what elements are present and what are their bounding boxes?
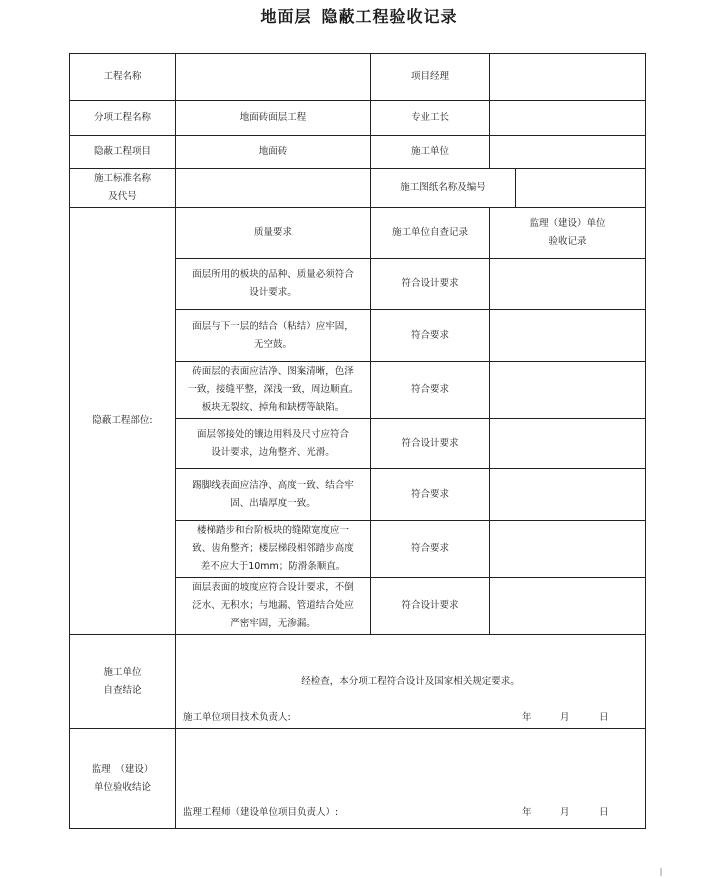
requirement-cell <box>176 362 371 419</box>
selfcheck-result[interactable]: 符合要求 <box>371 469 490 521</box>
row-sub-project <box>70 101 646 136</box>
drawing-field[interactable] <box>516 169 646 208</box>
requirement-cell <box>176 310 371 362</box>
selfcheck-result[interactable]: 符合设计要求 <box>371 419 490 469</box>
standard-field[interactable] <box>176 169 371 208</box>
contractor-signer-label: 施工单位项目技术负责人: <box>183 712 291 723</box>
supervision-result[interactable] <box>490 578 646 635</box>
requirement-cell <box>176 578 371 635</box>
requirement-line: 面层表面的坡度应符合设计要求，不倒 <box>192 582 354 593</box>
hidden-section-label: 隐蔽工程部位: <box>70 208 176 635</box>
selfcheck-result[interactable]: 符合设计要求 <box>371 578 490 635</box>
selfcheck-result[interactable]: 符合设计要求 <box>371 259 490 310</box>
requirement-line: 泛水、无积水；与地漏、管道结合处应 <box>192 600 354 611</box>
contractor-date-month: 月 <box>560 712 570 723</box>
requirement-cell <box>176 469 371 521</box>
standard-label <box>70 169 176 208</box>
supervision-conclusion-label-line-2: 单位验收结论 <box>93 781 151 793</box>
project-name-field[interactable] <box>176 54 371 101</box>
manager-field[interactable] <box>490 54 646 101</box>
supervision-result[interactable] <box>490 259 646 310</box>
requirement-line: 固、出墙厚度一致。 <box>230 497 316 509</box>
sub-project-label: 分项工程名称 <box>70 101 176 136</box>
supervision-conclusion-field[interactable] <box>176 729 646 829</box>
contractor-date-year: 年 <box>522 712 532 723</box>
title-part-2: 隐蔽工程验收记录 <box>321 7 458 26</box>
supervision-result[interactable] <box>490 521 646 578</box>
requirement-line: 砖面层的表面应洁净、图案清晰，色泽 <box>192 366 354 377</box>
supervision-result[interactable] <box>490 419 646 469</box>
page-corner-mark-right <box>660 868 668 876</box>
contractor-conclusion-field[interactable] <box>176 635 646 729</box>
selfcheck-result[interactable]: 符合要求 <box>371 362 490 419</box>
requirement-cell <box>176 521 371 578</box>
supervision-conclusion-label <box>70 729 176 829</box>
requirement-line: 踢脚线表面应洁净、高度一致、结合牢 <box>192 479 354 491</box>
requirement-line: 一致，接缝平整，深浅一致，周边顺直。 <box>187 384 359 395</box>
col-supervision-line-1: 监理（建设）单位 <box>529 218 606 229</box>
requirement-line: 面层所用的板块的品种、质量必须符合 <box>192 269 354 280</box>
contractor-label: 施工单位 <box>371 136 490 169</box>
col-quality-header: 质量要求 <box>176 208 371 259</box>
contractor-field[interactable] <box>490 136 646 169</box>
requirement-line: 设计要求。 <box>249 287 297 298</box>
supervision-result[interactable] <box>490 469 646 521</box>
supervision-result[interactable] <box>490 310 646 362</box>
row-hidden-item <box>70 136 646 169</box>
sub-project-field[interactable]: 地面砖面层工程 <box>176 101 371 136</box>
supervision-date-year: 年 <box>522 807 532 818</box>
supervision-signer-label: 监理工程师（建设单位项目负责人）: <box>183 807 339 818</box>
contractor-conclusion-label <box>70 635 176 729</box>
row-contractor-conclusion <box>70 635 646 729</box>
drawing-label: 施工图纸名称及编号 <box>371 169 516 208</box>
selfcheck-result[interactable]: 符合要求 <box>371 310 490 362</box>
col-selfcheck-header: 施工单位自查记录 <box>371 208 490 259</box>
foreman-label: 专业工长 <box>371 101 490 136</box>
title-part-1: 地面层 <box>260 7 312 26</box>
standard-label-line-2: 及代号 <box>108 191 137 202</box>
inspection-record-table <box>69 53 646 829</box>
row-standard <box>70 169 646 208</box>
hidden-item-label: 隐蔽工程项目 <box>70 136 176 169</box>
contractor-conclusion-message: 经检查，本分项工程符合设计及国家相关规定要求。 <box>301 676 520 687</box>
row-column-headers <box>70 208 646 259</box>
requirement-line: 面层邻接处的镶边用料及尺寸应符合 <box>196 428 349 440</box>
requirement-cell <box>176 259 371 310</box>
standard-label-line-1: 施工标准名称 <box>93 173 151 184</box>
contractor-conclusion-label-line-1: 施工单位 <box>103 666 142 678</box>
requirement-line: 板块无裂纹、掉角和缺楞等缺陷。 <box>201 402 345 413</box>
requirement-line: 差不应大于10mm；防滑条顺直。 <box>200 561 346 572</box>
supervision-date-day: 日 <box>599 807 609 818</box>
selfcheck-result[interactable]: 符合要求 <box>371 521 490 578</box>
col-supervision-header <box>490 208 646 259</box>
requirement-line: 严密牢固，无渗漏。 <box>230 618 316 629</box>
requirement-cell <box>176 419 371 469</box>
col-supervision-line-2: 验收记录 <box>548 236 587 247</box>
contractor-date-day: 日 <box>599 712 609 723</box>
row-project-name <box>70 54 646 101</box>
requirement-line: 致、齿角整齐；楼层梯段相邻踏步高度 <box>192 543 354 554</box>
supervision-result[interactable] <box>490 362 646 419</box>
requirement-line: 楼梯踏步和台阶板块的缝隙宽度应一 <box>196 525 349 536</box>
hidden-item-field[interactable]: 地面砖 <box>176 136 371 169</box>
project-name-label: 工程名称 <box>70 54 176 101</box>
requirement-line: 无空鼓。 <box>253 338 292 350</box>
supervision-date-month: 月 <box>560 807 570 818</box>
requirement-line: 设计要求，边角整齐、光滑。 <box>211 446 335 458</box>
supervision-conclusion-label-line-1: 监理 （建设） <box>91 763 154 775</box>
page-corner-mark-left <box>50 868 58 876</box>
requirement-line: 面层与下一层的结合（粘结）应牢固， <box>192 320 354 332</box>
manager-label: 项目经理 <box>371 54 490 101</box>
row-supervision-conclusion <box>70 729 646 829</box>
contractor-conclusion-label-line-2: 自查结论 <box>103 684 142 696</box>
page-title <box>0 4 718 27</box>
foreman-field[interactable] <box>490 101 646 136</box>
